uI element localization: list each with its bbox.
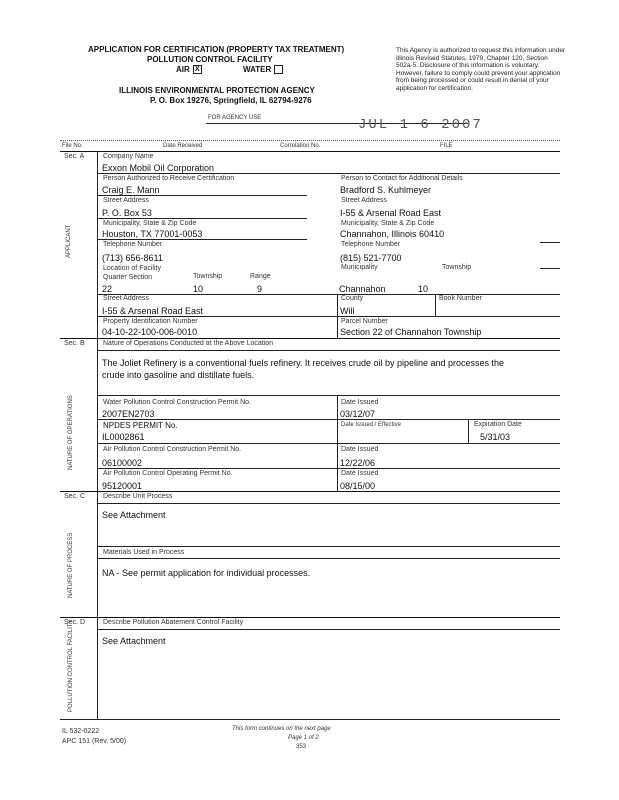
sec-b-title: Nature of Operations Conducted at the Above Location xyxy=(103,340,274,347)
county: Will xyxy=(340,306,355,316)
company-name-label: Company Name xyxy=(103,153,154,160)
air-construction-date-label: Date Issued xyxy=(341,446,379,453)
agency-address: P. O. Box 19276, Springfield, IL 62794-9276 xyxy=(150,96,312,105)
air-construction-no: 06100002 xyxy=(102,458,143,468)
phone2-label: Telephone Number xyxy=(341,241,401,248)
phone: (713) 656-8611 xyxy=(102,253,163,263)
expiration-label: Expiration Date xyxy=(474,421,522,428)
page-number: Page 1 of 2 xyxy=(288,735,319,741)
continued-note: This form continues on the next page xyxy=(232,726,331,732)
street3-label: Street Address xyxy=(103,295,149,302)
quarter-label: Quarter Section xyxy=(103,274,153,281)
muni-label: Municipality, State & Zip Code xyxy=(103,220,197,227)
street: P. O. Box 53 xyxy=(102,208,152,218)
air-operating-date-label: Date Issued xyxy=(341,470,379,477)
air-construction-date: 12/22/06 xyxy=(340,458,376,468)
operations-line1: The Joliet Refinery is a conventional fuels refinery. It receives crude oil by pipeline and processes the xyxy=(102,358,505,368)
materials-label: Materials Used in Process xyxy=(103,549,185,556)
privacy-notice: This Agency is authorized to request this information under Illinois Revised Statutes, 1979, Chapter 120, Section 502a-5. Disclosure of this information is voluntary. However, failure to comply could prevent your application from being processed or could result in denial of your application for certification. xyxy=(396,47,566,92)
company-name: Exxon Mobil Oil Corporation xyxy=(102,163,215,173)
county-label: County xyxy=(341,295,364,302)
sec-b-label: Sec. B xyxy=(64,340,85,347)
sec-a-label: Sec. A xyxy=(64,153,85,160)
water-label: WATER xyxy=(243,65,272,74)
date-received-label: Date Received xyxy=(163,143,203,149)
phone-label: Telephone Number xyxy=(103,241,163,248)
file-no-label: File No. xyxy=(62,143,83,149)
range: 9 xyxy=(257,284,263,294)
control-facility-description: See Attachment xyxy=(102,636,166,646)
sec-b-side-label: NATURE OF OPERATIONS xyxy=(68,395,74,470)
person-authorized-label: Person Authorized to Receive Certification xyxy=(103,175,235,182)
sec-c-label: Sec. C xyxy=(64,493,86,500)
location-label: Location of Facility xyxy=(103,265,161,272)
pin-label: Property Identification Number xyxy=(103,318,198,325)
street2: I-55 & Arsenal Road East xyxy=(340,208,442,218)
quarter: 22 xyxy=(102,284,113,294)
sec-c-title: Describe Unit Process xyxy=(103,493,173,500)
water-date-issued: 03/12/07 xyxy=(340,409,376,419)
township-label: Township xyxy=(193,273,223,280)
operations-line2: crude into gasoline and distillate fuels. xyxy=(102,370,255,380)
person-contact-label: Person to Contact for Additional Details xyxy=(341,175,463,182)
air-operating-label: Air Pollution Control Operating Permit No. xyxy=(103,470,233,477)
air-operating-no: 95120001 xyxy=(102,481,143,491)
muni2-label: Municipality, State & Zip Code xyxy=(341,220,435,227)
file-small-label: FILE xyxy=(440,143,453,149)
water-option xyxy=(243,65,283,74)
phone2: (815) 521-7700 xyxy=(340,253,402,263)
agency-name: ILLINOIS ENVIRONMENTAL PROTECTION AGENCY xyxy=(119,86,315,95)
water-date-label: Date Issued xyxy=(341,399,379,406)
water-checkbox[interactable] xyxy=(274,65,283,74)
township: 10 xyxy=(193,284,204,294)
sec-d-label: Sec. D xyxy=(64,619,86,626)
form-title: APPLICATION FOR CERTIFICATION (PROPERTY TAX TREATMENT) xyxy=(88,45,345,54)
air-construction-label: Air Pollution Control Construction Permit No. xyxy=(103,446,242,453)
person-contact: Bradford S. Kuhlmeyer xyxy=(340,185,432,195)
water-permit-label: Water Pollution Control Construction Permit No. xyxy=(103,399,251,406)
npdes-label: NPDES PERMIT No. xyxy=(103,421,178,430)
sec-d-side-label: POLLUTION CONTROL FACILITY xyxy=(68,619,74,712)
municipality-label: Municipality xyxy=(341,264,378,271)
form-rev: APC 151 (Rev. 5/00) xyxy=(62,738,127,745)
npdes-date-label: Date Issued / Effective xyxy=(341,422,401,428)
muni: Houston, TX 77001-0053 xyxy=(102,229,203,239)
muni2: Channahon, Illinois 60410 xyxy=(340,229,445,239)
township2: 10 xyxy=(418,284,429,294)
range-label: Range xyxy=(250,273,271,280)
process-description: See Attachment xyxy=(102,510,166,520)
parcel-label: Parcel Number xyxy=(341,318,388,325)
book-label: Book Number xyxy=(439,295,482,302)
street3: I-55 & Arsenal Road East xyxy=(102,306,204,316)
air-label: AIR xyxy=(176,65,190,74)
sec-a-side-label: APPLICANT xyxy=(66,224,72,258)
air-operating-date: 08/15/00 xyxy=(340,481,376,491)
air-option xyxy=(176,65,202,74)
street-label: Street Address xyxy=(103,197,149,204)
form-subtitle: POLLUTION CONTROL FACILITY xyxy=(147,55,273,64)
form-id: IL 532-0222 xyxy=(62,728,100,735)
npdes-no: IL0002861 xyxy=(102,432,145,442)
received-stamp: JUL 1 6 2007 xyxy=(358,117,483,133)
street2-label: Street Address xyxy=(341,197,387,204)
air-checkbox[interactable]: X xyxy=(193,65,202,74)
parcel: Section 22 of Channahon Township xyxy=(340,327,482,337)
npdes-expiration: 5/31/03 xyxy=(480,432,511,442)
water-permit-no: 2007EN2703 xyxy=(102,409,155,419)
agency-use-label: FOR AGENCY USE xyxy=(208,115,262,121)
sec-d-title: Describe Pollution Abatement Control Facility xyxy=(103,619,244,626)
correlation-no-label: Correlation No. xyxy=(280,143,321,149)
township2-label: Township xyxy=(442,264,472,271)
municipality: Channahon xyxy=(339,284,386,294)
person-authorized: Craig E. Mann xyxy=(102,185,160,195)
materials-text: NA - See permit application for individual processes. xyxy=(102,568,311,578)
sec-c-side-label: NATURE OF PROCESS xyxy=(68,532,74,598)
page-code: 353 xyxy=(296,744,307,750)
pin: 04-10-22-100-006-0010 xyxy=(102,327,198,337)
